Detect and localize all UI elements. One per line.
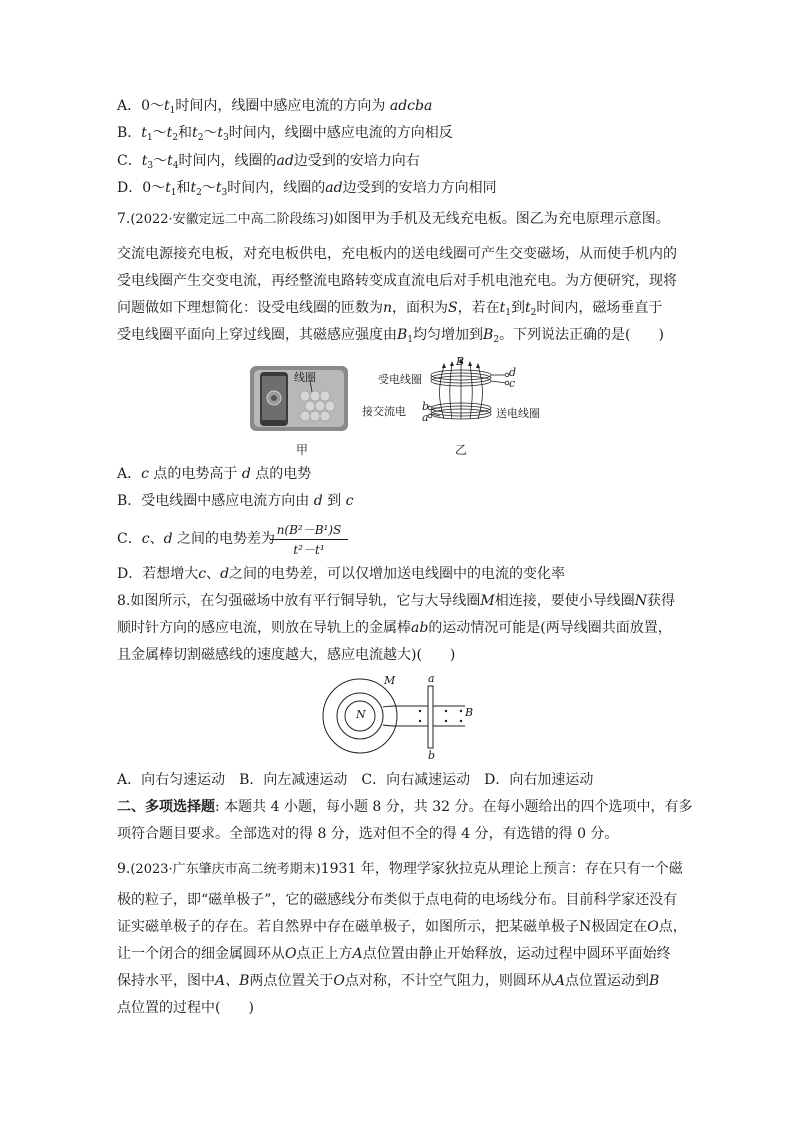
q7-stem-line1: 7.(2022·安徽定远二中高二阶段练习)如图甲为手机及无线充电板。图乙为充电原理示意图。 — [117, 211, 670, 227]
q9-stem-line3: 证实磁单极子的存在。若自然界中存在磁单极子，如图所示，把某磁单极子N极固定在O点， — [117, 919, 687, 935]
q7-option-a: A．c 点的电势高于 d 点的电势 — [117, 466, 312, 482]
figure-jia — [250, 366, 348, 431]
fraction-numerator: n(B²－B¹)S — [270, 521, 348, 540]
section2-line1: 二、多项选择题: 本题共 4 小题，每小题 8 分，共 32 分。在每小题给出的四个选项中，有多 — [117, 799, 693, 815]
q6-option-d: D．$0\sim t_1$和$t_2\sim t_3$时间内，线圈的ad边受到的安培力方向相同 — [117, 180, 497, 198]
label-b: b — [422, 400, 430, 413]
label-d: d — [509, 366, 517, 379]
q7-stem-line3: 受电线圈产生交变电流，再经整流电路转变成直流电后对手机电池充电。为方便研究，现将 — [117, 273, 677, 289]
coil-rail-diagram — [320, 670, 480, 762]
label-M: M — [384, 674, 396, 687]
q9-stem-line4: 让一个闭合的细金属圆环从O点正上方A点位置由静止开始释放，运动过程中圆环平面始终 — [117, 946, 671, 962]
label-connect-ac: 接交流电 — [362, 405, 406, 418]
q9-stem-line1: 9.(2023·广东肇庆市高二统考期末)1931 年，物理学家狄拉克从理论上预言：存在只有一个磁 — [117, 861, 683, 877]
label-N: N — [356, 708, 366, 721]
fraction-denominator: t²－t¹ — [293, 543, 325, 557]
q7-option-d: D．若想增大c、d之间的电势差，可以仅增加送电线圈中的电流的变化率 — [117, 566, 566, 582]
q6-option-b: B．$t_1\sim t_2$和$t_2\sim t_3$时间内，线圈中感应电流的方向相反 — [117, 125, 453, 143]
q8-stem-line3: 且金属棒切割磁感线的速度越大，感应电流越大)( ) — [117, 647, 456, 663]
label-receive-coil: 受电线圈 — [378, 373, 422, 386]
q8-figure — [320, 670, 480, 762]
q6-option-a: A．$0\sim t_1$时间内，线圈中感应电流的方向为 adcba — [117, 98, 433, 116]
q9-stem-line2: 极的粒子，即“磁单极子”，它的磁感线分布类似于点电荷的电场线分布。目前科学家还没有 — [117, 892, 678, 908]
label-a: a — [428, 672, 435, 685]
q7-stem-line5: 受电线圈平面向上穿过线圈，其磁感应强度由$B_1$均匀增加到$B_2$。下列说法正确的是( ) — [117, 327, 664, 345]
q8-options: A．向右匀速运动 B．向左减速运动 C．向右减速运动 D．向右加速运动 — [117, 772, 594, 788]
label-a: a — [422, 411, 429, 424]
q7-stem-line2: 交流电源接充电板，对充电板供电，充电板内的送电线圈可产生交变磁场，从而使手机内的 — [117, 246, 677, 262]
q7-stem-line4: 问题做如下理想简化：设受电线圈的匝数为n，面积为S，若在$t_1$到$t_2$时间内，磁场垂直于 — [117, 300, 663, 318]
q9-stem-line5: 保持水平，图中A、B两点位置关于O点对称，不计空气阻力，则圆环从A点位置运动到B — [117, 973, 660, 989]
q9-stem-line6: 点位置的过程中( ) — [117, 1000, 254, 1016]
q7-option-b: B．受电线圈中感应电流方向由 d 到 c — [117, 493, 354, 509]
figure-jia-caption: 甲 — [296, 443, 309, 457]
coil-label: 线圈 — [294, 371, 316, 384]
label-B: B — [456, 355, 465, 368]
section2-line2: 项符合题目要求。全部选对的得 8 分，选对但不全的得 4 分，有选错的得 0 分。 — [117, 826, 619, 842]
label-b: b — [428, 749, 436, 762]
label-c: c — [509, 377, 516, 390]
q6-option-c: C．$t_3\sim t_4$时间内，线圈的ad边受到的安培力向右 — [117, 153, 420, 171]
q7-option-c: C．c、d 之间的电势差为 — [117, 531, 275, 547]
q7-option-c-fraction — [270, 521, 348, 558]
label-B: B — [465, 706, 474, 719]
q8-stem-line1: 8.如图所示，在匀强磁场中放有平行铜导轨，它与大导线圈M相连接，要使小导线圈N获得 — [117, 593, 675, 609]
figure-yi-caption: 乙 — [455, 443, 468, 457]
label-send-coil: 送电线圈 — [496, 407, 540, 420]
q8-stem-line2: 顺时针方向的感应电流，则放在导轨上的金属棒ab的运动情况可能是(两导线圈共面放置， — [117, 620, 672, 636]
figure-yi — [362, 353, 546, 431]
